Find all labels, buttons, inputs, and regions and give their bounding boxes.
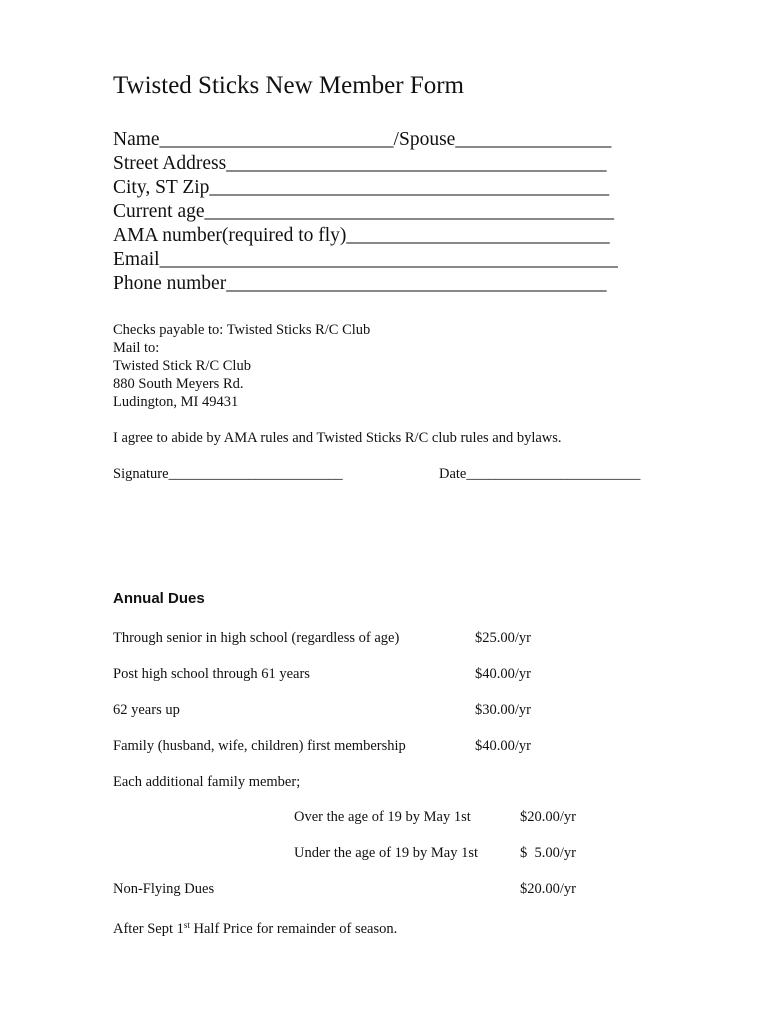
annual-dues-heading: Annual Dues <box>113 590 205 607</box>
mailing-address-line: Ludington, MI 49431 <box>113 394 239 410</box>
half-price-note <box>113 916 397 938</box>
city-state-zip-field: City, ST Zip_________________________________________ <box>113 177 610 198</box>
signature-line: Signature________________________ <box>113 466 343 482</box>
dues-row-price: $40.00/yr <box>475 666 531 682</box>
dues-row-label: Through senior in high school (regardless of age) <box>113 630 400 646</box>
phone-number-field: Phone number_______________________________________ <box>113 273 607 294</box>
ama-number-field: AMA number(required to fly)___________________________ <box>113 225 610 246</box>
additional-row-price: $ 5.00/yr <box>520 845 576 861</box>
non-flying-price: $20.00/yr <box>520 881 576 897</box>
dues-row-label: Post high school through 61 years <box>113 666 310 682</box>
dues-row-price: $30.00/yr <box>475 702 531 718</box>
dues-row-price: $25.00/yr <box>475 630 531 646</box>
half-price-prefix: After Sept 1 <box>113 921 184 937</box>
additional-row-label: Under the age of 19 by May 1st <box>294 845 479 861</box>
name-spouse-field: Name________________________/Spouse________________ <box>113 129 612 150</box>
additional-row-label: Over the age of 19 by May 1st <box>294 809 471 825</box>
form-title: Twisted Sticks New Member Form <box>113 72 464 99</box>
ordinal-suffix: st <box>183 920 190 930</box>
mail-to-label: Mail to: <box>113 340 160 356</box>
agreement-text: I agree to abide by AMA rules and Twisted Sticks R/C club rules and bylaws. <box>113 430 562 446</box>
date-line: Date________________________ <box>439 466 641 482</box>
non-flying-label: Non-Flying Dues <box>113 881 215 897</box>
mailing-address-line: 880 South Meyers Rd. <box>113 376 244 392</box>
half-price-suffix: Half Price for remainder of season. <box>189 921 398 937</box>
current-age-field: Current age__________________________________________ <box>113 201 615 222</box>
street-address-field: Street Address_______________________________________ <box>113 153 607 174</box>
dues-row-price: $40.00/yr <box>475 738 531 754</box>
additional-member-label: Each additional family member; <box>113 774 301 790</box>
checks-payable-text: Checks payable to: Twisted Sticks R/C Club <box>113 322 371 338</box>
dues-row-label: 62 years up <box>113 702 180 718</box>
mailing-address-line: Twisted Stick R/C Club <box>113 358 251 374</box>
additional-row-price: $20.00/yr <box>520 809 576 825</box>
dues-row-label: Family (husband, wife, children) first membership <box>113 738 406 754</box>
email-field: Email_______________________________________________ <box>113 249 618 270</box>
